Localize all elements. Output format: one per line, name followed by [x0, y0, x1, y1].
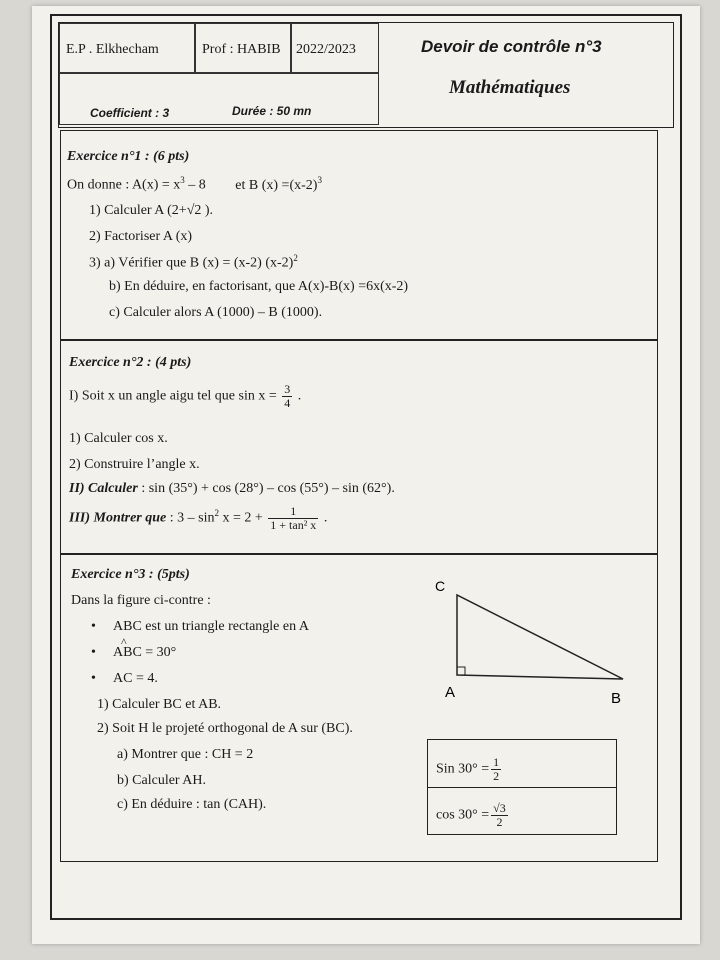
ex2-show-num: 1 — [268, 505, 318, 519]
ex2-show-exp: 2 — [214, 508, 219, 519]
ex2-fraction — [282, 383, 292, 410]
ex2-q2: 2) Construire l’angle x. — [69, 457, 200, 472]
school-name: E.P . Elkhecham — [66, 42, 159, 57]
ex1-q3a — [89, 253, 298, 272]
label-a: A — [445, 684, 456, 701]
sin-value — [436, 756, 503, 783]
ex1-given-a-exp: 3 — [180, 175, 185, 185]
ex2-frac-den: 4 — [284, 396, 291, 410]
ex2-show — [69, 505, 327, 532]
sin-row — [428, 740, 616, 788]
cos-num: √3 — [493, 801, 506, 815]
ex2-intro — [69, 383, 301, 410]
ex1-q3b: b) En déduire, en factorisant, que A(x)-B(x) =6x(x-2) — [109, 279, 409, 294]
exercise-2 — [60, 340, 658, 554]
ex3-bullet-2-text: ABC = 30° — [113, 645, 177, 660]
triangle-abc — [457, 595, 623, 679]
header-box — [58, 22, 674, 128]
sin-label: Sin 30° = — [436, 761, 490, 777]
year-cell — [291, 23, 379, 73]
label-c: C — [435, 578, 446, 594]
ex1-q3a-text: 3) a) Vérifier que B (x) = (x-2) (x-2) — [89, 255, 294, 271]
sin-num: 1 — [493, 755, 500, 769]
subject: Mathématiques — [449, 77, 571, 98]
duration: Durée : 50 mn — [232, 104, 312, 118]
right-angle-mark — [457, 667, 465, 675]
school-year: 2022/2023 — [296, 42, 356, 57]
ex3-title: Exercice n°3 : (5pts) — [71, 567, 190, 582]
cos-row — [428, 788, 616, 836]
paper-sheet — [32, 6, 700, 944]
ex3-q1: 1) Calculer BC et AB. — [97, 697, 222, 712]
coefficient: Coefficient : 3 — [90, 106, 170, 120]
ex3-bullet-1-text: ABC est un triangle rectangle en A — [113, 619, 309, 634]
cos-label: cos 30° = — [436, 807, 490, 823]
ex2-show-fraction — [268, 505, 318, 532]
ex3-bullet-2: • ^ ABC = 30° — [91, 635, 177, 660]
sin-den: 2 — [493, 769, 500, 783]
ex2-intro-text: I) Soit x un angle aigu tel que sin x = — [69, 388, 277, 404]
ex2-intro-end: . — [297, 388, 302, 404]
school-cell — [59, 23, 195, 73]
ex2-calc-expr: : sin (35°) + cos (28°) – cos (55°) – sin (62°). — [137, 481, 395, 496]
ex3-bullet-3-text: AC = 4. — [113, 671, 158, 686]
ex1-given-a: On donne : A(x) = x — [67, 177, 181, 193]
ex2-show-expr: : 3 – sin — [166, 510, 215, 526]
ex1-q1: 1) Calculer A (2+√2 ). — [89, 203, 214, 218]
cos-fraction — [491, 802, 508, 829]
ex1-title: Exercice n°1 : (6 pts) — [67, 149, 190, 164]
ex1-given-b-exp: 3 — [317, 175, 322, 185]
ex1-q2: 2) Factoriser A (x) — [89, 229, 193, 244]
label-b: B — [611, 690, 622, 705]
ex1-given — [67, 175, 322, 194]
ex1-given-a-rest: – 8 — [184, 177, 206, 193]
angle-hat-icon: ^ — [121, 635, 127, 649]
coef-duree-cell — [59, 73, 379, 125]
triangle-figure — [427, 575, 647, 705]
ex3-q2b: b) Calculer AH. — [117, 773, 207, 788]
ex2-calc — [69, 481, 395, 497]
cos-value — [436, 802, 510, 829]
ex2-show-label: III) Montrer que — [69, 510, 167, 526]
ex3-bullet-1: • ABC est un triangle rectangle en A — [91, 619, 309, 634]
ex2-show-den: 1 + tan² x — [270, 518, 317, 532]
trig-table — [427, 739, 617, 835]
ex2-frac-num: 3 — [284, 382, 291, 396]
ex1-given-b: et B (x) =(x-2) — [235, 177, 318, 193]
ex3-q2c: c) En déduire : tan (CAH). — [117, 797, 267, 812]
title-area — [379, 23, 673, 123]
prof-cell — [195, 23, 291, 73]
sin-fraction — [491, 756, 501, 783]
ex1-q3a-exp: 2 — [293, 253, 298, 263]
ex2-title: Exercice n°2 : (4 pts) — [69, 355, 192, 370]
exam-title: Devoir de contrôle n°3 — [421, 37, 602, 56]
ex2-show-rest: x = 2 + — [218, 510, 263, 526]
prof-name: Prof : HABIB — [202, 42, 281, 57]
ex3-intro: Dans la figure ci-contre : — [71, 593, 211, 608]
ex2-calc-label: II) Calculer — [69, 481, 138, 496]
ex1-q3c: c) Calculer alors A (1000) – B (1000). — [109, 305, 323, 320]
ex3-bullet-2-wrap — [113, 635, 177, 660]
ex2-show-end: . — [323, 510, 328, 526]
ex3-q2a: a) Montrer que : CH = 2 — [117, 747, 254, 762]
exercise-3 — [60, 554, 658, 862]
cos-den: 2 — [496, 815, 503, 829]
exercise-1 — [60, 130, 658, 340]
ex3-bullet-3: • AC = 4. — [91, 671, 158, 686]
ex2-q1: 1) Calculer cos x. — [69, 431, 168, 446]
page-border — [50, 14, 682, 920]
ex3-q2: 2) Soit H le projeté orthogonal de A sur (BC). — [97, 721, 353, 736]
